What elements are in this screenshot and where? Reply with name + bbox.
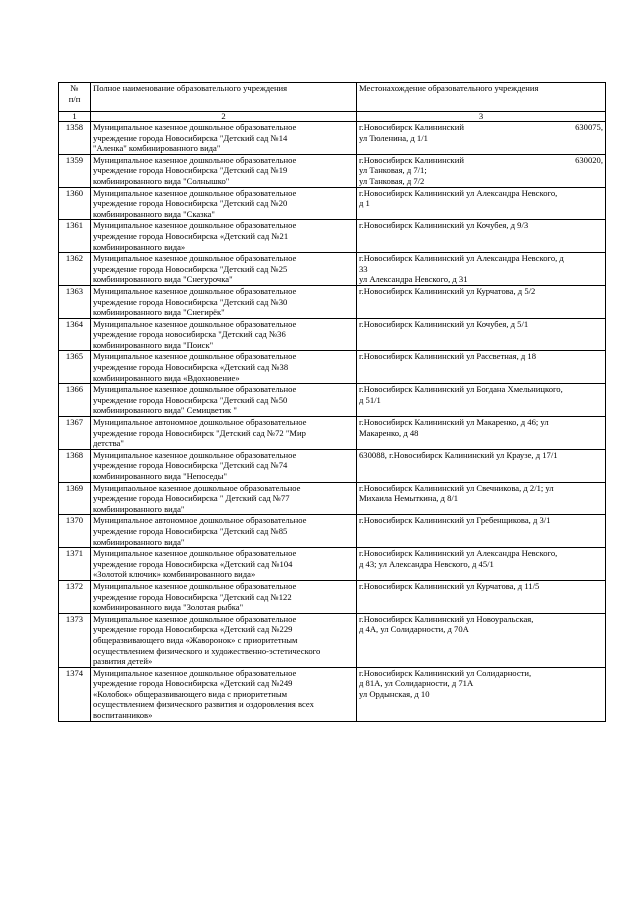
institution-name [91,667,357,721]
location-text: ул Ордынская, д 10 [359,688,430,699]
institution-name-line: Муниципальное казенное дошкольное образовательное [93,580,297,591]
row-number: 1359 [59,154,91,187]
institution-name [91,318,357,351]
table-body [59,83,606,722]
institution-name-line: учреждение города новосибирска "Детский сад №36 [93,329,286,340]
index-cell-1: 1 [59,112,91,122]
institution-name-line: Муниципальное казенное дошкольное образовательное [93,449,297,460]
location-line [359,198,603,209]
row-number: 1361 [59,220,91,253]
institution-name-line: Муниципальное казенное дошкольное образовательное [93,548,297,559]
location-text: ул Александра Невского, д 31 [359,274,468,285]
institution-location [357,220,606,253]
institution-name-line: "Аленка" комбинированного вида" [93,143,221,154]
institution-location [357,449,606,482]
institution-name-line: комбинированного вида "Снегирёк" [93,307,225,318]
table-row [59,515,606,548]
location-line [359,581,603,592]
institution-name-line: комбинированного вида "Непоседы" [93,471,227,481]
institution-name-line: учреждение города Новосибирска "Детский сад №20 [93,198,288,209]
location-line [359,351,603,362]
institution-name-line: учреждение города Новосибирска «Детский сад №229 [93,624,293,635]
institution-name [91,351,357,384]
header-row [59,83,606,112]
header-num-line-1: № [70,83,79,93]
institution-name-line: Муниципальное казенное дошкольное образовательное [93,384,297,395]
location-text: ул Танковая, д 7/2 [359,175,425,186]
row-number: 1362 [59,253,91,286]
table-row [59,351,606,384]
location-text: г.Новосибирск Калининский ул Макаренко, д 46; ул [359,417,549,428]
header-num-cell [59,83,91,112]
location-text: г.Новосибирск Калининский ул Александра Невского, д [359,253,564,264]
row-number: 1363 [59,285,91,318]
location-text: г.Новосибирск Калининский ул Кочубея, д 5/1 [359,318,529,329]
institution-name-line: комбинированного вида" Семицветик " [93,405,237,416]
location-line [359,133,603,144]
location-text: ул Тюленина, д 1/1 [359,132,428,143]
location-text: д 4А, ул Солидарности, д 70А [359,624,469,635]
row-number: 1371 [59,548,91,581]
institution-name-line: «Золотой ключик» комбинированного вида» [93,569,256,580]
index-row [59,112,606,122]
row-number: 1369 [59,482,91,515]
row-number: 1373 [59,613,91,667]
index-cell-3: 3 [357,112,606,122]
location-line [359,689,603,700]
table-row [59,220,606,253]
institution-location [357,318,606,351]
location-text: г.Новосибирск Калининский ул Рассветная, д 18 [359,351,536,362]
institution-name-line: осуществлением физического развития и оздоровления всех [93,699,314,710]
location-text: г.Новосибирск Калининский [359,122,464,132]
table-row [59,122,606,155]
institution-name-line: Муниципальное казенное дошкольное образовательное [93,351,297,362]
institution-name-line: учреждение города Новосибирска «Детский сад №38 [93,362,289,373]
institution-name-line: комбинированного вида» [93,241,186,252]
postal-code: 630075, [575,122,603,132]
location-text: д 1 [359,198,370,209]
institution-name-line: учреждение города Новосибирска "Детский сад №30 [93,296,288,307]
location-line [359,286,603,297]
institution-name-line: Муниципальное казенное дошкольное образовательное [93,613,297,624]
institution-location [357,580,606,613]
table-row [59,154,606,187]
institution-name-line: учреждение города Новосибирска "Детский сад №74 [93,460,288,471]
institution-name-line: учреждение города Новосибирска «Детский сад №21 [93,230,289,241]
location-line [359,483,603,494]
institution-name-line: комбинированного вида «Вдохновение» [93,372,240,383]
location-text: г.Новосибирск Калининский [359,154,464,165]
institution-name-line: учреждение города Новосибирска «Детский сад №249 [93,678,293,689]
institution-name-line: Муниципальное казенное дошкольное образовательное [93,285,297,296]
table-row [59,580,606,613]
institution-name-line: учреждение города Новосибирска "Детский сад №50 [93,394,288,405]
institution-name [91,285,357,318]
location-text: ул Танковая, д 7/1; [359,165,427,176]
institution-location [357,417,606,450]
institution-location [357,187,606,220]
institution-location [357,351,606,384]
institution-name-line: Муниципальное автономное дошкольное образовательное [93,417,307,428]
location-line [359,220,603,231]
table-row [59,285,606,318]
row-number: 1364 [59,318,91,351]
row-number: 1372 [59,580,91,613]
institution-name-line: комбинированного вида "Снегурочка" [93,274,233,285]
location-text: д 51/1 [359,394,381,405]
institution-name-line: комбинированного вида" [93,503,185,514]
row-number: 1360 [59,187,91,220]
institution-name [91,122,357,155]
institution-location [357,285,606,318]
institution-location [357,613,606,667]
institution-name-line: учреждение города Новосибирск "Детский сад №72 "Мир [93,427,306,438]
institution-name-line: учреждение города Новосибирска "Детский сад №122 [93,591,292,602]
row-number: 1368 [59,449,91,482]
location-line [359,122,603,133]
table-row [59,548,606,581]
institution-name-line: детства" [93,438,124,449]
institution-name-line: Муниципальное автономное дошкольное образовательное [93,515,307,526]
table-row [59,384,606,417]
institution-name-line: комбинированного вида" [93,536,185,547]
institution-name-line: комбинированного вида "Солнышко" [93,175,230,186]
location-text: г.Новосибирск Калининский ул Кочубея, д 9/3 [359,220,529,231]
location-text: 630088, г.Новосибирск Калининский ул Краузе, д 17/1 [359,449,558,460]
institution-name [91,384,357,417]
location-line [359,515,603,526]
header-location-cell: Местонахождение образовательного учреждения [357,83,606,112]
institution-name-line: учреждение города Новосибирска "Детский сад №25 [93,263,288,274]
table-row [59,613,606,667]
location-line [359,559,603,570]
location-text: д 81А, ул Солидарности, д 71А [359,678,474,689]
location-line [359,188,603,199]
location-text: Михаила Немыткина, д 8/1 [359,493,459,504]
institution-name-line: учреждение города Новосибирска "Детский сад №19 [93,165,288,176]
header-name-cell: Полное наименование образовательного учреждения [91,83,357,112]
table-row [59,667,606,721]
institution-name-line: Муниципальное казенное дошкольное образовательное [93,187,297,198]
location-text: г.Новосибирск Калининский ул Гребенщикова, д 3/1 [359,515,551,526]
row-number: 1358 [59,122,91,155]
institution-name-line: Муниципальное казенное дошкольное образовательное [93,667,297,678]
location-line [359,614,603,625]
institution-name-line: Муниципальное казенное дошкольное образовательное [93,253,297,264]
location-line [359,319,603,330]
index-cell-2: 2 [91,112,357,122]
institution-name [91,220,357,253]
location-line [359,678,603,689]
location-line [359,493,603,504]
location-line [359,624,603,635]
location-text: г.Новосибирск Калининский ул Новоуральская, [359,613,534,624]
institution-location [357,548,606,581]
location-text: г.Новосибирск Калининский ул Александра Невского, [359,187,558,198]
institution-name-line: воспитанников» [93,710,153,721]
institution-name [91,580,357,613]
location-text: д 43; ул Александра Невского, д 45/1 [359,558,494,569]
institution-name [91,449,357,482]
institution-name-line: Муниципальное казенное дошкольное образовательное [93,122,297,132]
institution-location [357,515,606,548]
location-line [359,165,603,176]
institution-name [91,154,357,187]
institution-name [91,515,357,548]
location-line [359,274,603,285]
location-text: г.Новосибирск Калининский ул Александра Невского, [359,548,558,559]
location-text: 33 [359,263,368,274]
table-row [59,417,606,450]
institution-location [357,482,606,515]
location-text: Макаренко, д 48 [359,427,419,438]
institution-name-line: учреждение города Новосибирска "Детский сад №14 [93,132,288,143]
location-text: г.Новосибирск Калининский ул Солидарности, [359,667,532,678]
row-number: 1367 [59,417,91,450]
institution-location [357,122,606,155]
institution-location [357,154,606,187]
institution-name-line: Муниципальное казенное дошкольное образовательное [93,318,297,329]
location-text: г.Новосибирск Калининский ул Курчатова, д 11/5 [359,580,540,591]
institution-name [91,253,357,286]
location-line [359,417,603,428]
table-row [59,318,606,351]
institution-name [91,417,357,450]
location-text: г.Новосибирск Калининский ул Свечникова, д 2/1; ул [359,482,554,493]
institution-name-line: комбинированного вида "Сказка" [93,208,215,219]
location-line [359,384,603,395]
location-line [359,176,603,187]
institution-name-line: развития детей» [93,656,153,667]
institution-name [91,548,357,581]
row-number: 1365 [59,351,91,384]
postal-code: 630020, [575,154,603,165]
institution-location [357,384,606,417]
institution-name-line: Муниципаольное казенное дошкольное образовательное [93,482,301,493]
institution-name-line: осуществлением физического и художественно-эстетического [93,645,321,656]
location-line [359,155,603,166]
location-line [359,395,603,406]
location-line [359,428,603,439]
location-line [359,668,603,679]
table-row [59,187,606,220]
institution-name-line: общеразвивающего вида «Жаворонок» с приоритетным [93,634,298,645]
institution-name [91,613,357,667]
location-line [359,548,603,559]
institution-name [91,187,357,220]
institution-name-line: комбинированного вида "Поиск" [93,339,214,350]
location-line [359,264,603,275]
header-num-line-2: п/п [68,93,81,104]
schools-table [58,82,606,722]
row-number: 1366 [59,384,91,417]
institution-name [91,482,357,515]
institution-name-line: Муниципальное казенное дошкольное образовательное [93,220,297,231]
institution-name-line: Муниципальное казенное дошкольное образовательное [93,154,297,165]
location-line [359,450,603,461]
institution-name-line: учреждение города Новосибирска "Детский сад №85 [93,525,288,536]
institution-location [357,253,606,286]
row-number: 1374 [59,667,91,721]
table-row [59,253,606,286]
institution-name-line: учреждение города Новосибирска «Детский сад №104 [93,558,293,569]
table-row [59,482,606,515]
location-text: г.Новосибирск Калининский ул Курчатова, д 5/2 [359,285,536,296]
institution-name-line: «Колобок» общеразвивающего вида с приоритетным [93,688,288,699]
row-number: 1370 [59,515,91,548]
institution-name-line: учреждение города Новосибирска " Детский сад №77 [93,493,290,504]
institution-location [357,667,606,721]
location-text: г.Новосибирск Калининский ул Богдана Хмельницкого, [359,384,563,395]
location-line [359,253,603,264]
institution-name-line: комбинированного вида "Золотая рыбка" [93,602,244,613]
table-row [59,449,606,482]
